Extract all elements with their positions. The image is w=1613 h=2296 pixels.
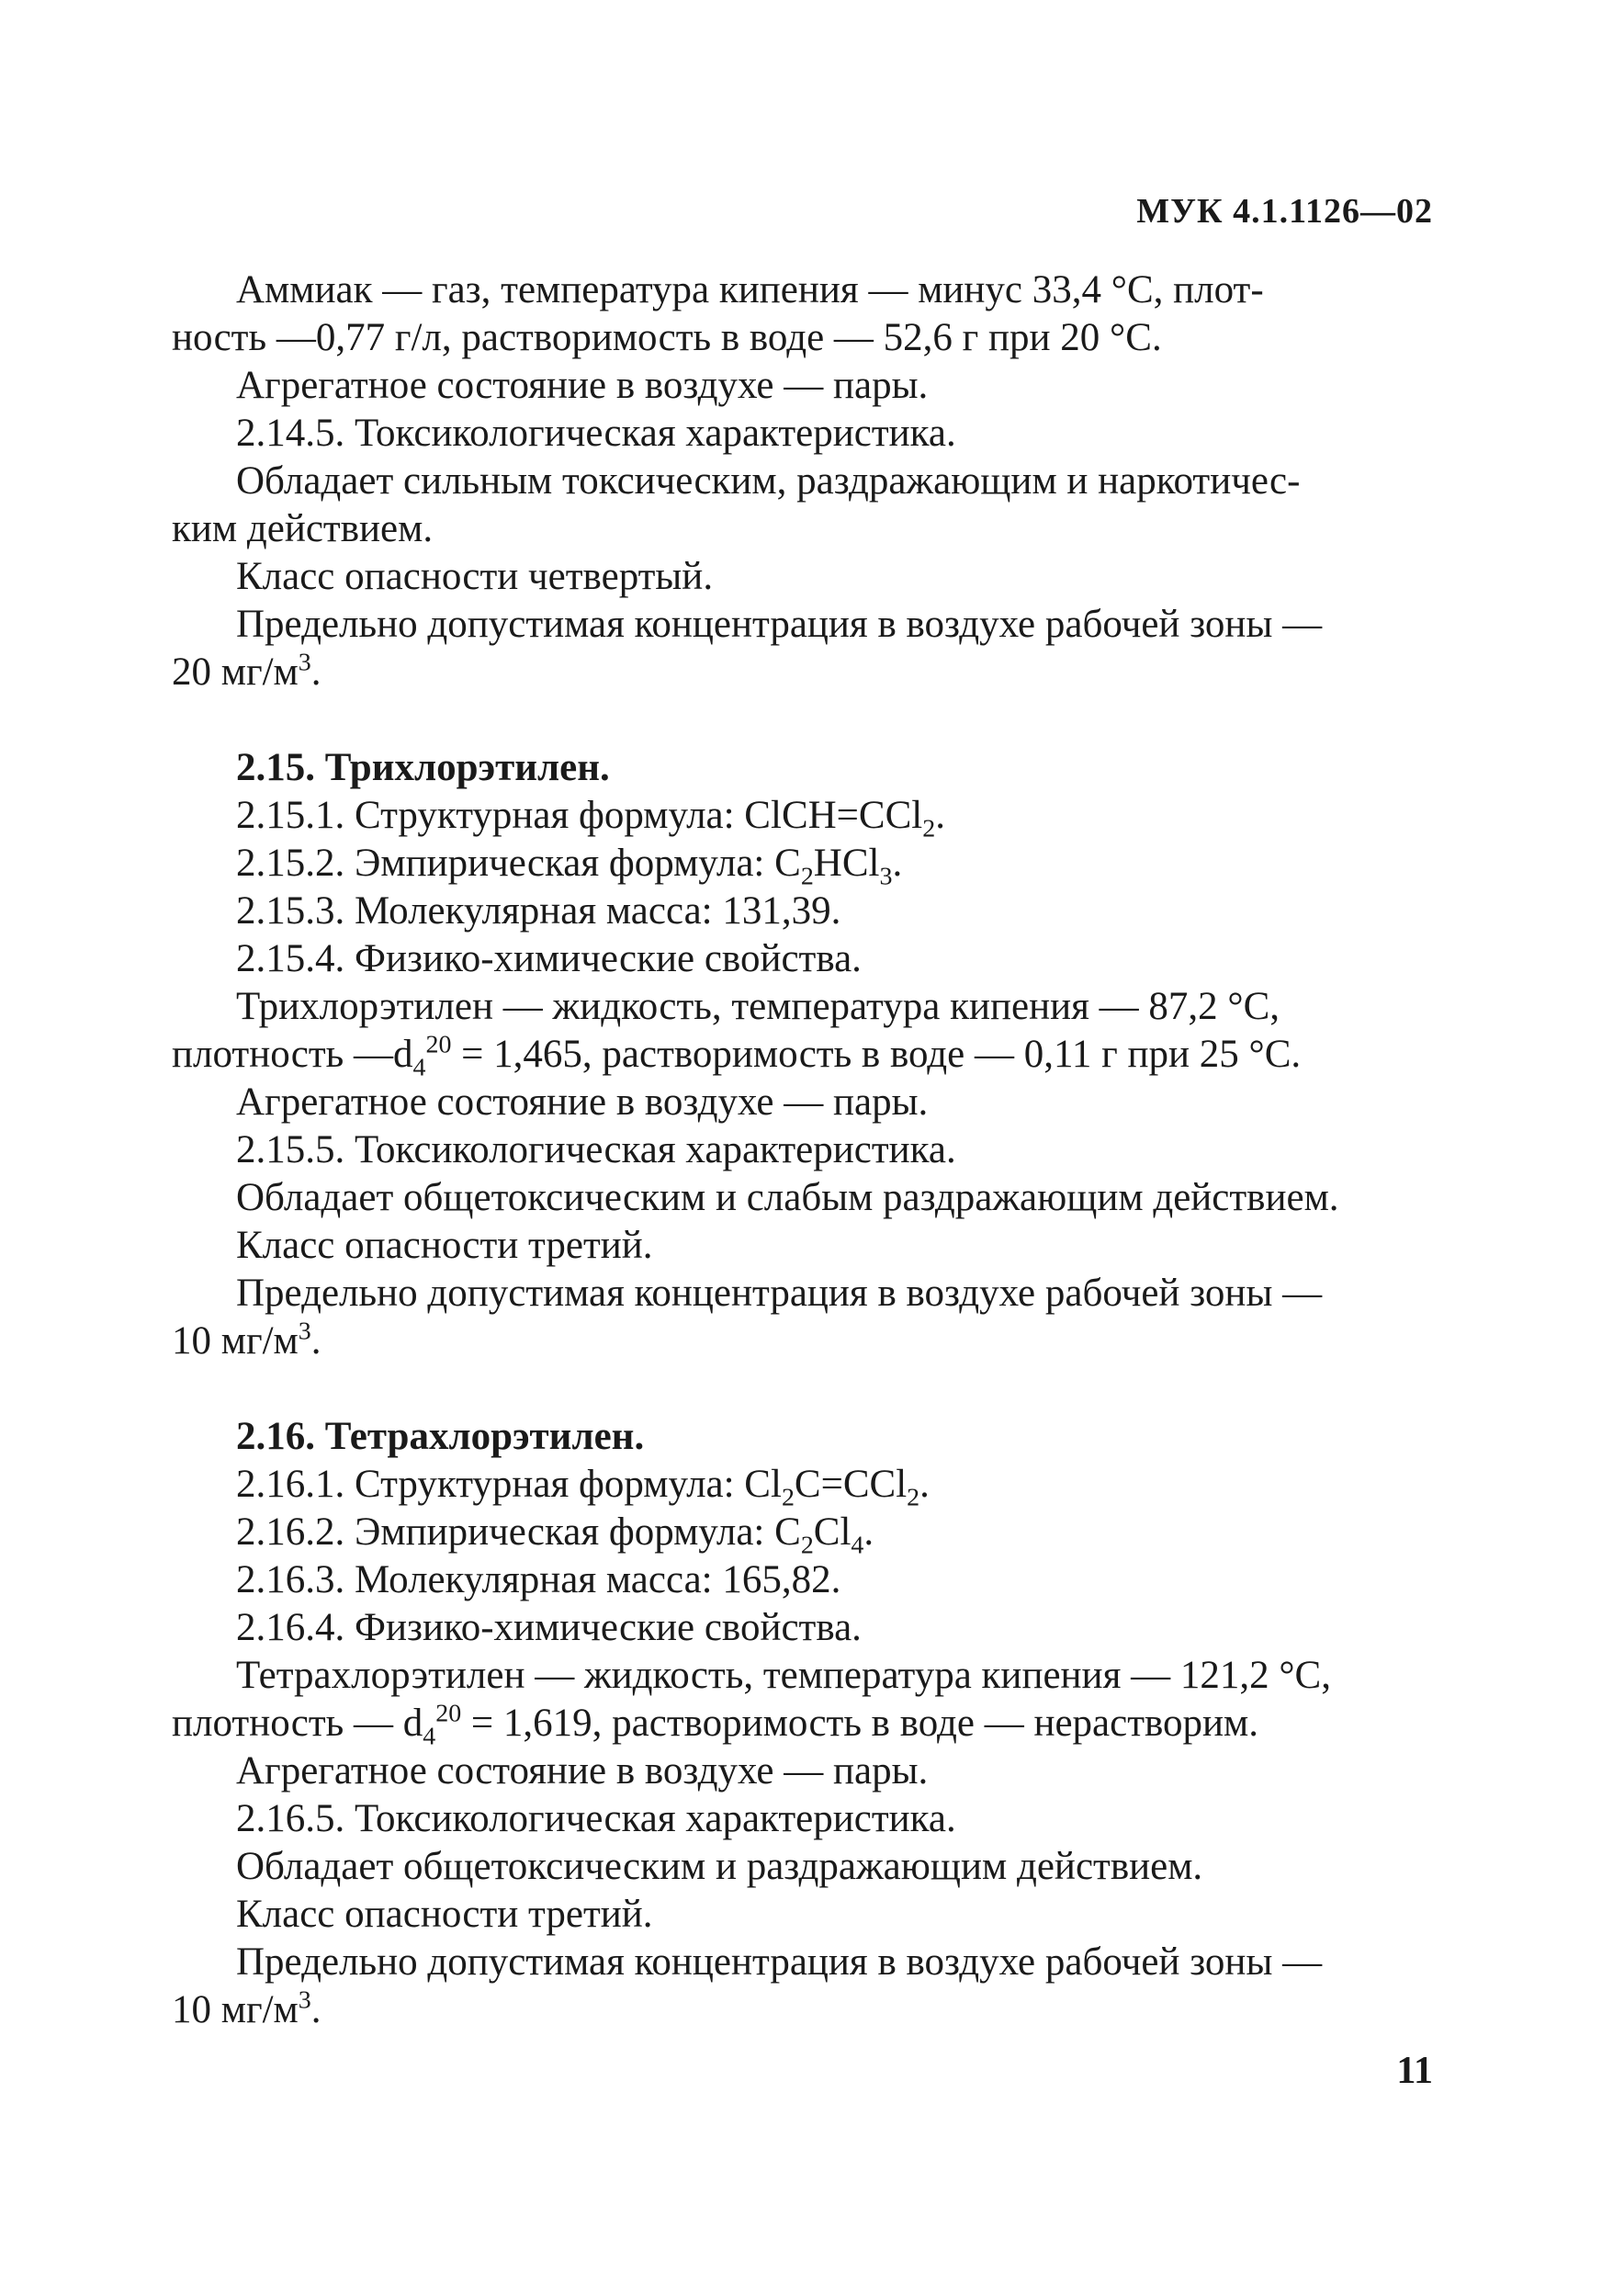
props-density-text: плотность — d — [172, 1702, 423, 1745]
paragraph-pdk-line-1: Предельно допустимая концентрация в воздухе рабочей зоны — — [236, 1940, 1323, 1984]
structural-formula-mid: C=CCl — [794, 1463, 908, 1506]
paragraph-structural-formula — [172, 792, 1435, 843]
page-body — [172, 266, 1435, 2034]
paragraph-props-line-2 — [172, 1030, 1435, 1082]
paragraph-tox-head: 2.15.5. Токсикологическая характеристика. — [236, 1128, 956, 1171]
paragraph-aggregate: Агрегатное состояние в воздухе — пары. — [236, 1080, 929, 1124]
structural-formula-end: . — [935, 794, 945, 837]
structural-formula-end: . — [919, 1463, 930, 1506]
paragraph-structural-formula — [172, 1461, 1435, 1512]
pdk-value-end: . — [310, 1988, 321, 2031]
paragraph-tox-line-1: Обладает общетоксическим и раздражающим действием. — [236, 1845, 1203, 1888]
structural-formula-text: 2.15.1. Структурная формула: ClCH=CCl — [236, 794, 923, 837]
empirical-formula-subscript-2: 4 — [851, 1531, 864, 1560]
paragraph-molecular-mass: 2.16.3. Молекулярная масса: 165,82. — [236, 1558, 841, 1601]
paragraph-pdk-line-1: Предельно допустимая концентрация в воздухе рабочей зоны — — [236, 603, 1323, 646]
structural-formula-subscript-2: 2 — [907, 1483, 920, 1512]
empirical-formula-subscript-1: 2 — [800, 862, 814, 891]
paragraph-tox-head: 2.14.5. Токсикологическая характеристика. — [236, 412, 956, 455]
document-code-header: МУК 4.1.1126—02 — [1136, 192, 1433, 231]
paragraph-empirical-formula — [172, 840, 1435, 891]
structural-formula-subscript-1: 2 — [781, 1483, 795, 1512]
props-density-rest: = 1,619, растворимость в воде — нерастворим. — [461, 1702, 1259, 1745]
pdk-value-superscript: 3 — [298, 1317, 311, 1346]
paragraph-aggregate: Агрегатное состояние в воздухе — пары. — [236, 364, 929, 407]
paragraph-phys-head: 2.15.4. Физико-химические свойства. — [236, 937, 862, 980]
paragraph-molecular-mass: 2.15.3. Молекулярная масса: 131,39. — [236, 889, 841, 933]
pdk-value-superscript: 3 — [298, 1985, 311, 2015]
paragraph-props-line-1: Трихлорэтилен — жидкость, температура кипения — 87,2 °С, — [236, 985, 1280, 1028]
paragraph-props-line-1: Тетрахлорэтилен — жидкость, температура кипения — 121,2 °С, — [236, 1654, 1331, 1697]
props-density-superscript: 20 — [425, 1030, 452, 1059]
pdk-value-superscript: 3 — [298, 648, 311, 677]
page-number: 11 — [1396, 2050, 1433, 2092]
empirical-formula-subscript-1: 2 — [800, 1531, 814, 1560]
paragraph-hazard-class: Класс опасности четвертый. — [236, 555, 714, 598]
paragraph-props-line-1: Аммиак — газ, температура кипения — минус 33,4 °С, плот- — [236, 268, 1264, 311]
pdk-value-end: . — [310, 1319, 321, 1363]
paragraph-pdk-value — [172, 1318, 1435, 1365]
paragraph-tox-line-1: Обладает общетоксическим и слабым раздражающим действием. — [236, 1176, 1339, 1219]
structural-formula-subscript: 2 — [922, 814, 936, 843]
pdk-value-end: . — [310, 650, 321, 694]
empirical-formula-text: 2.16.2. Эмпирическая формула: C — [236, 1510, 801, 1554]
paragraph-hazard-class: Класс опасности третий. — [236, 1224, 653, 1267]
paragraph-pdk-line-1: Предельно допустимая концентрация в воздухе рабочей зоны — — [236, 1272, 1323, 1315]
empirical-formula-text: 2.15.2. Эмпирическая формула: C — [236, 842, 801, 885]
paragraph-tox-line-2: ким действием. — [172, 507, 434, 550]
paragraph-props-line-2: ность —0,77 г/л, растворимость в воде — 52,6 г при 20 °С. — [172, 316, 1162, 359]
paragraph-props-line-2 — [172, 1699, 1435, 1751]
section-gap — [172, 696, 1435, 744]
paragraph-tox-head: 2.16.5. Токсикологическая характеристика. — [236, 1797, 956, 1840]
props-density-superscript: 20 — [435, 1699, 462, 1728]
ammonia-section — [172, 266, 1435, 696]
paragraph-pdk-value — [172, 1986, 1435, 2034]
props-density-rest: = 1,465, растворимость в воде — 0,11 г при 25 °С. — [451, 1033, 1302, 1076]
paragraph-phys-head: 2.16.4. Физико-химические свойства. — [236, 1606, 862, 1649]
paragraph-empirical-formula — [172, 1509, 1435, 1560]
paragraph-tox-line-1: Обладает сильным токсическим, раздражающим и наркотичес- — [236, 459, 1301, 503]
section-title: 2.16. Тетрахлорэтилен. — [236, 1415, 645, 1458]
pdk-value-text: 10 мг/м — [172, 1319, 299, 1363]
empirical-formula-end: . — [892, 842, 903, 885]
paragraph-aggregate: Агрегатное состояние в воздухе — пары. — [236, 1749, 929, 1793]
paragraph-hazard-class: Класс опасности третий. — [236, 1893, 653, 1936]
section-title: 2.15. Трихлорэтилен. — [236, 746, 610, 789]
empirical-formula-mid: Cl — [813, 1510, 852, 1554]
paragraph-pdk-value — [172, 649, 1435, 696]
empirical-formula-mid: HCl — [813, 842, 880, 885]
props-density-subscript: 4 — [423, 1722, 436, 1751]
props-density-subscript: 4 — [412, 1053, 426, 1082]
empirical-formula-end: . — [863, 1510, 874, 1554]
structural-formula-text: 2.16.1. Структурная формула: Cl — [236, 1463, 782, 1506]
trichloroethylene-section — [172, 744, 1435, 1365]
props-density-text: плотность —d — [172, 1033, 413, 1076]
section-gap — [172, 1365, 1435, 1413]
pdk-value-text: 10 мг/м — [172, 1988, 299, 2031]
tetrachloroethylene-section — [172, 1413, 1435, 2034]
pdk-value-text: 20 мг/м — [172, 650, 299, 694]
empirical-formula-subscript-2: 3 — [879, 862, 893, 891]
